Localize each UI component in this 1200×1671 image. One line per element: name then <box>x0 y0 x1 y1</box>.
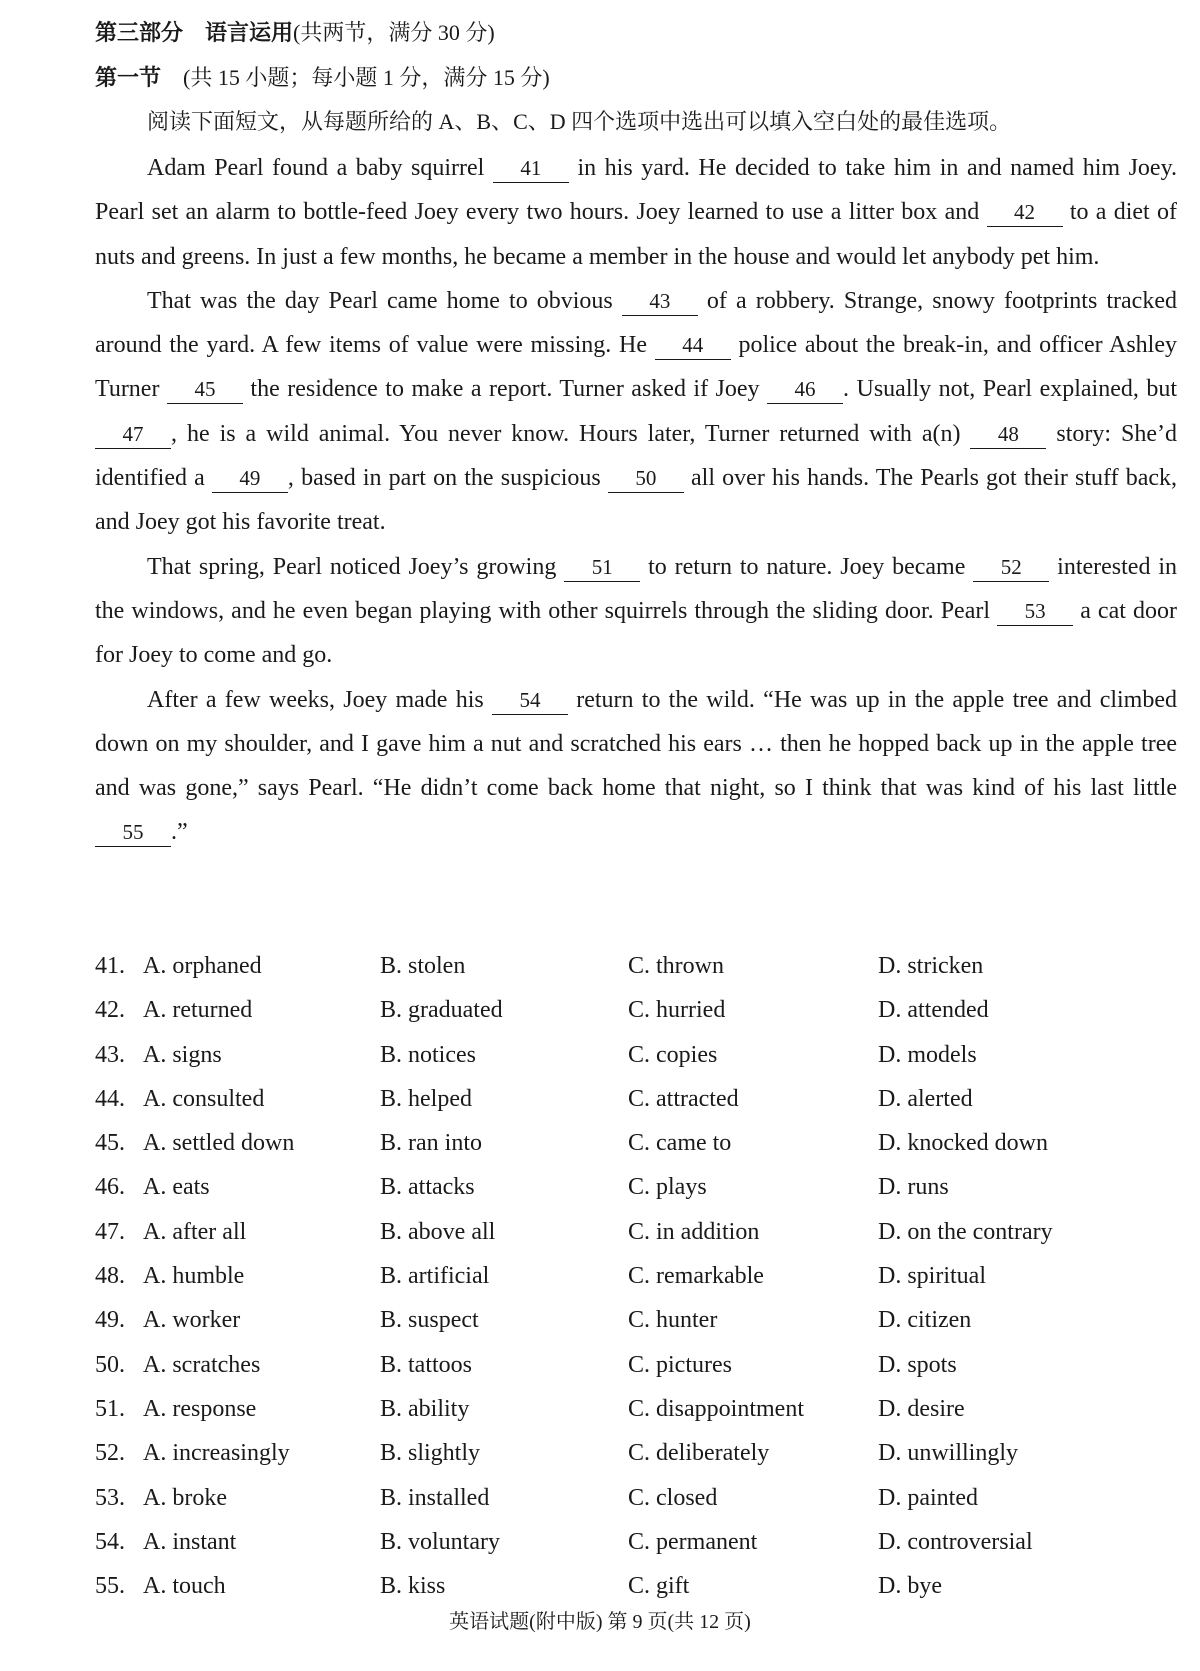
blank-52: 52 <box>973 553 1049 582</box>
option-d: D. attended <box>878 997 989 1024</box>
option-d: D. on the contrary <box>878 1218 1053 1245</box>
option-b: B. ran into <box>380 1130 482 1157</box>
question-row-55 <box>95 1564 1138 1608</box>
blank-53: 53 <box>997 597 1073 626</box>
option-b: B. ability <box>380 1395 470 1422</box>
question-row-50 <box>95 1343 1138 1387</box>
option-b: B. notices <box>380 1041 476 1068</box>
section-heading <box>95 16 495 47</box>
option-b: B. helped <box>380 1085 472 1112</box>
option-c: C. attracted <box>628 1085 739 1112</box>
option-a: A. worker <box>143 1307 241 1334</box>
answer-options <box>95 944 1138 1608</box>
paragraph-2 <box>95 279 1177 545</box>
option-b: B. above all <box>380 1218 496 1245</box>
option-c: C. closed <box>628 1484 718 1511</box>
option-c: C. plays <box>628 1174 707 1201</box>
blank-49: 49 <box>212 464 288 493</box>
option-d: D. controversial <box>878 1528 1033 1555</box>
passage-text: in his yard. He decided to take him in and named him Joey. Pearl set an alarm to bottle-feed Joey every two hours. Joey learned to use a litter box and <box>95 155 1178 226</box>
option-d: D. bye <box>878 1573 942 1600</box>
question-row-46 <box>95 1165 1138 1209</box>
passage-text: .” <box>171 819 188 846</box>
option-c: C. remarkable <box>628 1263 764 1290</box>
option-c: C. hunter <box>628 1307 718 1334</box>
question-number: 51. <box>95 1395 125 1422</box>
subsection-note: (共 15 小题；每小题 1 分，满分 15 分) <box>161 65 550 90</box>
option-a: A. eats <box>143 1174 210 1201</box>
section-part-note: (共两节，满分 30 分) <box>293 20 495 45</box>
subsection-title: 第一节 <box>95 66 162 91</box>
option-c: C. hurried <box>628 997 726 1024</box>
passage-text: a cat door for Joey to come and go. <box>95 597 1177 669</box>
option-c: C. thrown <box>628 953 724 979</box>
question-number: 53. <box>95 1484 125 1511</box>
option-c: C. disappointment <box>628 1395 804 1422</box>
option-c: C. copies <box>628 1041 718 1068</box>
option-c: C. deliberately <box>628 1440 770 1467</box>
cloze-passage <box>95 146 1177 855</box>
blank-54: 54 <box>492 686 568 715</box>
option-a: A. consulted <box>143 1085 265 1112</box>
passage-text: to return to nature. Joey became <box>640 553 974 580</box>
passage-text: return to the wild. “He was up in the apple tree and climbed down on my shoulder, and I gave him a nut and scratched his ears … then he hopped back up in the apple tree and was gone,” says Pearl. “He didn’t come back home that night, so I think that was kind of his last little <box>95 686 1178 802</box>
option-c: C. in addition <box>628 1218 760 1245</box>
question-number: 46. <box>95 1174 125 1201</box>
option-d: D. citizen <box>878 1307 972 1334</box>
question-number: 55. <box>95 1573 125 1600</box>
option-b: B. slightly <box>380 1440 481 1467</box>
blank-47: 47 <box>95 420 171 449</box>
question-row-43 <box>95 1033 1138 1077</box>
question-row-49 <box>95 1298 1138 1342</box>
blank-43: 43 <box>622 287 698 316</box>
option-b: B. voluntary <box>380 1528 500 1555</box>
question-row-41 <box>95 944 1138 988</box>
option-b: B. stolen <box>380 953 466 979</box>
option-c: C. came to <box>628 1130 732 1157</box>
option-d: D. unwillingly <box>878 1440 1019 1467</box>
question-row-51 <box>95 1387 1138 1431</box>
blank-50: 50 <box>608 464 684 493</box>
blank-55: 55 <box>95 818 171 847</box>
subsection-heading <box>95 61 550 92</box>
option-a: A. returned <box>143 997 253 1024</box>
question-number: 43. <box>95 1041 125 1068</box>
blank-46: 46 <box>767 375 843 404</box>
option-b: B. attacks <box>380 1174 475 1201</box>
question-number: 41. <box>95 953 125 979</box>
question-number: 47. <box>95 1218 125 1245</box>
blank-44: 44 <box>655 331 731 360</box>
blank-48: 48 <box>970 420 1046 449</box>
blank-41: 41 <box>493 154 569 183</box>
passage-text: Adam Pearl found a baby squirrel <box>147 155 493 181</box>
passage-text: of a robbery. Strange, snowy footprints tracked around the yard. A few items of value were missing. He <box>95 287 1177 359</box>
passage-text: all over his hands. The Pearls got their stuff back, and Joey got his favorite treat. <box>95 465 1178 536</box>
option-b: B. suspect <box>380 1307 479 1334</box>
option-d: D. spots <box>878 1351 957 1378</box>
paragraph-3 <box>95 545 1177 678</box>
passage-text: That spring, Pearl noticed Joey’s growing <box>147 553 565 580</box>
question-number: 48. <box>95 1263 125 1290</box>
passage-text: story: She’d identified a <box>95 420 1178 492</box>
passage-text: , based in part on the suspicious <box>287 465 608 492</box>
question-number: 45. <box>95 1130 125 1157</box>
passage-text: , he is a wild animal. You never know. Hours later, Turner returned with a(n) <box>171 420 971 447</box>
instruction-text: 阅读下面短文，从每题所给的 A、B、C、D 四个选项中选出可以填入空白处的最佳选项。 <box>147 109 1012 134</box>
option-d: D. runs <box>878 1174 949 1201</box>
question-number: 52. <box>95 1440 125 1467</box>
option-d: D. desire <box>878 1395 965 1422</box>
option-d: D. knocked down <box>878 1130 1048 1157</box>
passage-text: That was the day Pearl came home to obvious <box>147 287 622 314</box>
question-row-42 <box>95 988 1138 1032</box>
passage-text: to a diet of nuts and greens. In just a few months, he became a member in the house and would let anybody pet him. <box>95 199 1177 270</box>
question-row-48 <box>95 1254 1138 1298</box>
option-a: A. after all <box>143 1218 247 1245</box>
passage-text: . Usually not, Pearl explained, but <box>843 376 1178 403</box>
page-footer: 英语试题(附中版) 第 9 页(共 12 页) <box>449 1611 751 1633</box>
question-row-52 <box>95 1431 1138 1475</box>
option-d: D. models <box>878 1041 977 1068</box>
option-d: D. painted <box>878 1484 978 1511</box>
option-a: A. response <box>143 1395 257 1422</box>
option-c: C. gift <box>628 1573 690 1600</box>
option-a: A. scratches <box>143 1351 261 1378</box>
question-row-54 <box>95 1520 1138 1564</box>
passage-text: the residence to make a report. Turner asked if Joey <box>242 376 768 403</box>
option-a: A. instant <box>143 1528 237 1555</box>
option-a: A. increasingly <box>143 1440 290 1467</box>
option-c: C. permanent <box>628 1528 758 1555</box>
option-b: B. tattoos <box>380 1351 473 1378</box>
option-a: A. signs <box>143 1041 222 1068</box>
option-b: B. artificial <box>380 1263 490 1290</box>
option-b: B. installed <box>380 1484 490 1511</box>
blank-51: 51 <box>564 553 640 582</box>
question-row-47 <box>95 1210 1138 1254</box>
blank-45: 45 <box>167 375 243 404</box>
option-b: B. graduated <box>380 997 503 1024</box>
option-a: A. touch <box>143 1573 226 1600</box>
paragraph-1 <box>95 146 1177 279</box>
option-a: A. humble <box>143 1263 245 1290</box>
paragraph-4 <box>95 678 1177 855</box>
option-a: A. orphaned <box>143 953 262 979</box>
option-a: A. settled down <box>143 1130 295 1157</box>
question-number: 42. <box>95 997 125 1024</box>
question-number: 49. <box>95 1307 125 1334</box>
passage-text: interested in the windows, and he even began playing with other squirrels through the sliding door. Pearl <box>95 553 1177 624</box>
blank-42: 42 <box>987 198 1063 227</box>
option-c: C. pictures <box>628 1351 732 1378</box>
question-number: 44. <box>95 1085 125 1112</box>
option-d: D. alerted <box>878 1085 973 1112</box>
section-part-title: 第三部分 语言运用 <box>95 21 294 46</box>
passage-text: After a few weeks, Joey made his <box>147 686 492 713</box>
question-number: 50. <box>95 1351 125 1378</box>
question-row-44 <box>95 1077 1138 1121</box>
option-d: D. spiritual <box>878 1263 986 1290</box>
passage-text: police about the break-in, and officer Ashley Turner <box>95 332 1178 403</box>
question-number: 54. <box>95 1528 125 1555</box>
option-b: B. kiss <box>380 1573 446 1600</box>
option-a: A. broke <box>143 1484 227 1511</box>
question-row-53 <box>95 1476 1138 1520</box>
option-d: D. stricken <box>878 953 984 979</box>
question-row-45 <box>95 1121 1138 1165</box>
